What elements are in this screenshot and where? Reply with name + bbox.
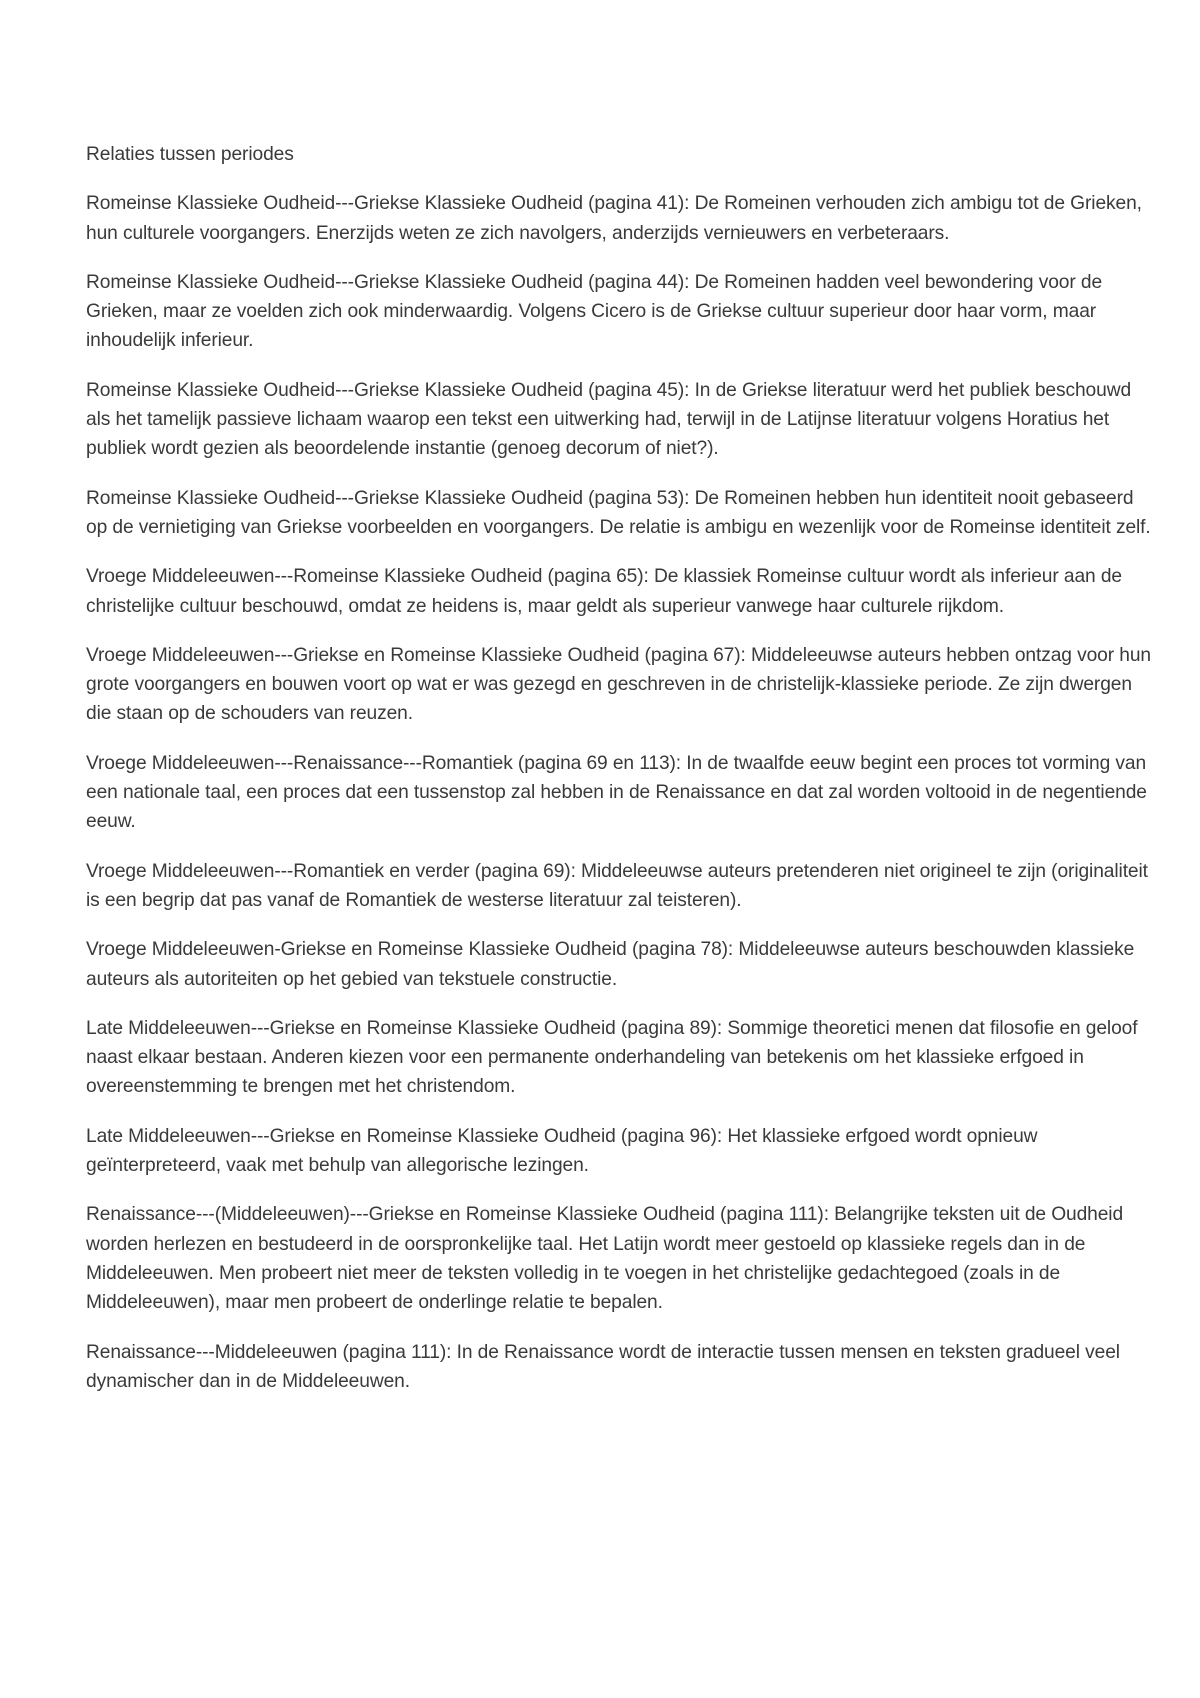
paragraph-romeinen-grieken-53: Romeinse Klassieke Oudheid---Griekse Klassieke Oudheid (pagina 53): De Romeinen hebben hun identiteit nooit gebaseerd op de vernietiging van Griekse voorbeelden en voorgangers. De relatie is ambigu en wezenlijk voor de Romeinse identiteit zelf. [86,487,1151,538]
paragraph-vroege-middeleeuwen-65: Vroege Middeleeuwen---Romeinse Klassieke Oudheid (pagina 65): De klassiek Romeinse cultuur wordt als inferieur aan de christelijke cultuur beschouwd, omdat ze heidens is, maar geldt als superieur vanwege haar culturele rijkdom. [86,566,1122,617]
page-title: Relaties tussen periodes [86,144,294,165]
paragraph-vroege-middeleeuwen-78: Vroege Middeleeuwen-Griekse en Romeinse Klassieke Oudheid (pagina 78): Middeleeuwse auteurs beschouwden klassieke auteurs als autoriteiten op het gebied van tekstuele constructie. [86,939,1135,990]
paragraph-late-middeleeuwen-89: Late Middeleeuwen---Griekse en Romeinse Klassieke Oudheid (pagina 89): Sommige theoretici menen dat filosofie en geloof naast elkaar bestaan. Anderen kiezen voor een permanente onderhandeling van betekenis om het klassieke erfgoed in overeenstemming te brengen met het christendom. [86,1017,1138,1098]
paragraph-renaissance-111-a: Renaissance---(Middeleeuwen)---Griekse en Romeinse Klassieke Oudheid (pagina 111): Belangrijke teksten uit de Oudheid worden herlezen en bestudeerd in de oorspronkelijke taal. Het Latijn wordt meer gestoeld op klassieke regels dan in de Middeleeuwen. Men probeert niet meer de teksten volledig in te voegen in het christelijke gedachtegoed (zoals in de Middeleeuwen), maar men probeert de onderlinge relatie te bepalen. [86,1204,1124,1314]
paragraph-romeinen-grieken-44: Romeinse Klassieke Oudheid---Griekse Klassieke Oudheid (pagina 44): De Romeinen hadden veel bewondering voor de Grieken, maar ze voelden zich ook minderwaardig. Volgens Cicero is de Griekse cultuur superieur door haar vorm, maar inhoudelijk inferieur. [86,271,1103,352]
paragraph-late-middeleeuwen-96: Late Middeleeuwen---Griekse en Romeinse Klassieke Oudheid (pagina 96): Het klassieke erfgoed wordt opnieuw geïnterpreteerd, vaak met behulp van allegorische lezingen. [86,1125,1038,1177]
paragraph-vroege-middeleeuwen-67: Vroege Middeleeuwen---Griekse en Romeinse Klassieke Oudheid (pagina 67): Middeleeuwse auteurs hebben ontzag voor hun grote voorgangers en bouwen voort op wat er was gezegd en geschreven in de christelijk-klassieke periode. Ze zijn dwergen die staan op de schouders van reuzen. [86,644,1151,725]
paragraph-vroege-middeleeuwen-69-113: Vroege Middeleeuwen---Renaissance---Romantiek (pagina 69 en 113): In de twaalfde eeuw begint een proces tot vorming van een nationale taal, een proces dat een tussenstop zal hebben in de Renaissance en dat zal worden voltooid in de negentiende eeuw. [86,752,1147,833]
document-page [86,140,1156,1416]
paragraph-vroege-middeleeuwen-69: Vroege Middeleeuwen---Romantiek en verder (pagina 69): Middeleeuwse auteurs pretenderen niet origineel te zijn (originaliteit is een begrip dat pas vanaf de Romantiek de westerse literatuur zal teisteren). [86,860,1148,911]
paragraph-renaissance-111-b: Renaissance---Middeleeuwen (pagina 111): In de Renaissance wordt de interactie tussen mensen en teksten gradueel veel dynamischer dan in de Middeleeuwen. [86,1341,1120,1392]
paragraph-romeinen-grieken-41: Romeinse Klassieke Oudheid---Griekse Klassieke Oudheid (pagina 41): De Romeinen verhouden zich ambigu tot de Grieken, hun culturele voorgangers. Enerzijds weten ze zich navolgers, anderzijds vernieuwers en verbeteraars. [86,193,1142,244]
paragraph-romeinen-grieken-45: Romeinse Klassieke Oudheid---Griekse Klassieke Oudheid (pagina 45): In de Griekse literatuur werd het publiek beschouwd als het tamelijk passieve lichaam waarop een tekst een uitwerking had, terwijl in de Latijnse literatuur volgens Horatius het publiek wordt gezien als beoordelende instantie (genoeg decorum of niet?). [86,379,1132,460]
